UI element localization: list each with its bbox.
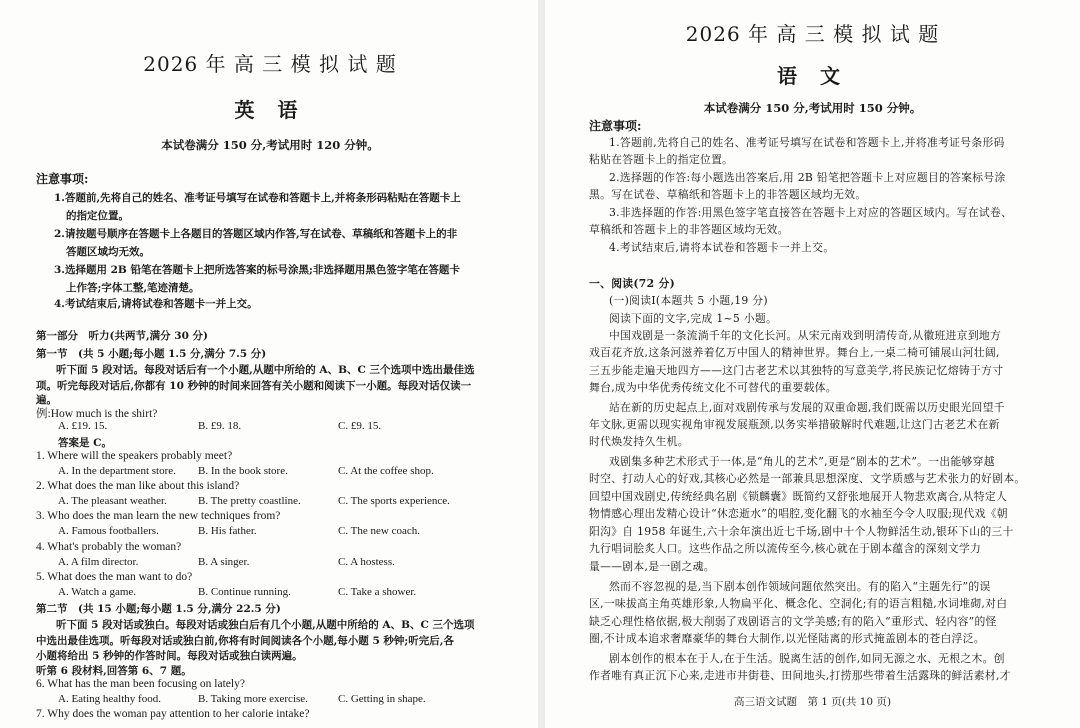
question-option-c: C. The sports experience. [338, 495, 450, 507]
reading-prompt: 阅读下面的文字,完成 1~5 小题。 [609, 312, 778, 325]
example-option-a: A. £19. 15. [58, 420, 108, 432]
question-option-a: A. A film director. [58, 556, 139, 568]
passage-line: 舞台,成为中华优秀传统文化不可替代的重要载体。 [589, 381, 837, 394]
subsection-title: (一)阅读Ⅰ(本题共 5 小题,19 分) [609, 294, 768, 307]
subject-title: 英 语 [234, 98, 306, 122]
passage-line: 缺乏心理性格依据,极大削弱了戏剧语言的文学美感;有的陷入“重形式、轻内容”的怪 [589, 615, 997, 628]
question-option-a: A. In the department store. [58, 465, 176, 477]
section1-title: 第一节 (共 5 小题;每小题 1.5 分,满分 7.5 分) [36, 348, 267, 360]
passage-line: 物情感心理出发精心设计“休恋逝水”的唱腔,变化翻飞的水袖至今令人叹服;现代戏《朝 [589, 507, 1008, 520]
passage-line: 阳沟》自 1958 年诞生,六十余年演出近七千场,剧中十个人物鲜活生动,银环下山的三十 [589, 525, 1014, 538]
question-stem: 6. What has the man been focusing on lately? [36, 678, 245, 690]
notice-line: 黑。写在试卷、草稿纸和答题卡上的非答题区域均无效。 [589, 188, 867, 201]
passage-line: 三五步能走遍天地四方——这门古老艺术以其独特的写意美学,将民族记忆熔铸于方寸 [589, 364, 1004, 377]
question-option-c: C. A hostess. [338, 556, 395, 568]
passage-line: 戏百花齐放,这条河滋养着亿万中国人的精神世界。舞台上,一桌二椅可铺展山河壮阔, [589, 346, 1000, 359]
passage-line: 中国戏剧是一条流淌千年的文化长河。从宋元南戏到明清传奇,从徽班进京到地方 [609, 329, 1002, 342]
question-option-c: C. Getting in shape. [338, 693, 426, 705]
chinese-exam-page [545, 0, 1080, 728]
passage-line: 九行唱词脍炙人口。这些作品之所以流传至今,核心就在于剧本蕴含的深刻文学力 [589, 542, 982, 555]
notice-line: 2.选择题的作答:每小题选出答案后,用 2B 铅笔把答题卡上对应题目的答案标号涂 [609, 171, 1006, 184]
question-stem: 7. Why does the woman pay attention to her calorie intake? [36, 708, 310, 720]
notice-line: 3.选择题用 2B 铅笔在答题卡上把所选答案的标号涂黑;非选择题用黑色签字笔在答题卡 [54, 264, 460, 276]
notice-title: 注意事项: [589, 119, 642, 133]
question-stem: 1. Where will the speakers probably meet? [36, 450, 233, 462]
question-option-a: A. The pleasant weather. [58, 495, 167, 507]
passage-line: 回望中国戏剧史,传统经典名剧《锁麟囊》既简约又舒张地展开人物悲欢离合,从特定人 [589, 490, 1008, 503]
question-option-b: B. The pretty coastline. [198, 495, 301, 507]
passage-line: 区,一味拔高主角英雄形象,人物扁平化、概念化、空洞化;有的语言粗糙,水词堆砌,对白 [589, 597, 1008, 610]
material-line: 听第 6 段材料,回答第 6、7 题。 [36, 665, 192, 677]
notice-line: 粘贴在答题卡上的指定位置。 [589, 153, 734, 166]
score-line: 本试卷满分 150 分,考试用时 150 分钟。 [703, 101, 922, 115]
notice-line: 4.考试结束后,请将本试卷和答题卡一并上交。 [609, 241, 835, 254]
exam-title: 2026 年 高 三 模 拟 试 题 [143, 52, 397, 76]
notice-line: 2.请按题号顺序在答题卡上各题目的答题区域内作答,写在试卷、草稿纸和答题卡上的非 [54, 228, 458, 240]
notice-line: 草稿纸和答题卡上的非答题区域均无效。 [589, 223, 789, 236]
question-stem: 4. What's probably the woman? [36, 541, 182, 553]
page-footer: 高三语文试题 第 1 页(共 10 页) [733, 696, 892, 708]
question-stem: 2. What does the man like about this island? [36, 480, 240, 492]
passage-line: 时代焕发持久生机。 [589, 435, 689, 448]
section1-instruction: 遍。 [36, 394, 57, 406]
question-option-a: A. Watch a game. [58, 586, 137, 598]
example-option-b: B. £9. 18. [198, 420, 242, 432]
section2-instruction: 听下面 5 段对话或独白。每段对话或独白后有几个小题,从题中所给的 A、B、C 三个选项 [56, 619, 475, 631]
example-answer: 答案是 C。 [58, 437, 113, 449]
section2-instruction: 中选出最佳选项。听每段对话或独白前,你将有时间阅读各个小题,每小题 5 秒钟;听完后,各 [36, 635, 454, 647]
passage-line: 剧本创作的根本在于人,在于生活。脱离生活的创作,如同无源之水、无根之木。创 [609, 652, 1005, 665]
notice-line: 1.答题前,先将自己的姓名、准考证号填写在试卷和答题卡上,并将条形码粘贴在答题卡上 [54, 192, 461, 204]
passage-line: 作者唯有真正沉下心来,走进市井街巷、田间地头,打捞那些带着生活露珠的鲜活素材,才 [589, 669, 1011, 682]
question-option-b: B. His father. [198, 525, 257, 537]
notice-title: 注意事项: [36, 172, 89, 186]
notice-line: 3.非选择题的作答:用黑色签字笔直接答在答题卡上对应的答题区域内。写在试卷、 [609, 206, 1013, 219]
question-option-b: B. Taking more exercise. [198, 693, 308, 705]
passage-line: 站在新的历史起点上,面对戏剧传承与发展的双重命题,我们既需以历史眼光回望千 [609, 401, 1005, 414]
passage-line: 然而不容忽视的是,当下剧本创作领域问题依然突出。有的陷入“主题先行”的误 [609, 580, 991, 593]
passage-line: 圈,不计成本追求奢靡豪华的舞台大制作,以光怪陆离的形式掩盖剧本的苍白浮泛。 [589, 632, 985, 645]
passage-line: 时空、打动人心的好戏,其核心必然是一部兼具思想深度、文学质感与艺术张力的好剧本。 [589, 472, 1026, 485]
example-option-c: C. £9. 15. [338, 420, 382, 432]
question-option-b: B. A singer. [198, 556, 250, 568]
question-option-a: A. Eating healthy food. [58, 693, 161, 705]
score-line: 本试卷满分 150 分,考试用时 120 分钟。 [161, 138, 379, 152]
question-option-c: C. The new coach. [338, 525, 420, 537]
section2-title: 第二节 (共 15 小题;每小题 1.5 分,满分 22.5 分) [36, 603, 281, 615]
notice-line: 4.考试结束后,请将试卷和答题卡一并上交。 [54, 298, 258, 310]
subject-title: 语 文 [777, 64, 848, 88]
section-title: 一、阅读(72 分) [589, 277, 675, 290]
section1-instruction: 听下面 5 段对话。每段对话后有一个小题,从题中所给的 A、B、C 三个选项中选出最佳选 [56, 364, 475, 376]
question-option-c: C. Take a shower. [338, 586, 417, 598]
passage-line: 戏剧集多种艺术形式于一体,是“角儿的艺术”,更是“剧本的艺术”。一出能够穿越 [609, 455, 995, 468]
passage-line: 年文脉,更需以现实视角审视发展瓶颈,以务实举措破解时代难题,让这门古老艺术在新 [589, 418, 1000, 431]
notice-line: 上作答;字体工整,笔迹清楚。 [66, 282, 200, 294]
passage-line: 量——剧本,是一剧之魂。 [589, 560, 715, 573]
part1-title: 第一部分 听力(共两节,满分 30 分) [36, 330, 209, 342]
question-option-c: C. At the coffee shop. [338, 465, 434, 477]
question-stem: 5. What does the man want to do? [36, 571, 193, 583]
section2-instruction: 小题将给出 5 秒钟的作答时间。每段对话或独白读两遍。 [36, 650, 303, 662]
question-option-a: A. Famous footballers. [58, 525, 159, 537]
notice-line: 的指定位置。 [66, 210, 129, 222]
section1-instruction: 项。听完每段对话后,你都有 10 秒钟的时间来回答有关小题和阅读下一小题。每段对话仅读一 [36, 380, 472, 392]
notice-line: 1.答题前,先将自己的姓名、准考证号填写在试卷和答题卡上,并将准考证号条形码 [609, 136, 1005, 149]
question-stem: 3. Who does the man learn the new techniques from? [36, 510, 281, 522]
notice-line: 答题区域均无效。 [66, 246, 150, 258]
question-option-b: B. Continue running. [198, 586, 291, 598]
exam-title: 2026 年 高 三 模 拟 试 题 [685, 22, 940, 46]
example-prompt: 例:How much is the shirt? [36, 408, 158, 420]
question-option-b: B. In the book store. [198, 465, 288, 477]
